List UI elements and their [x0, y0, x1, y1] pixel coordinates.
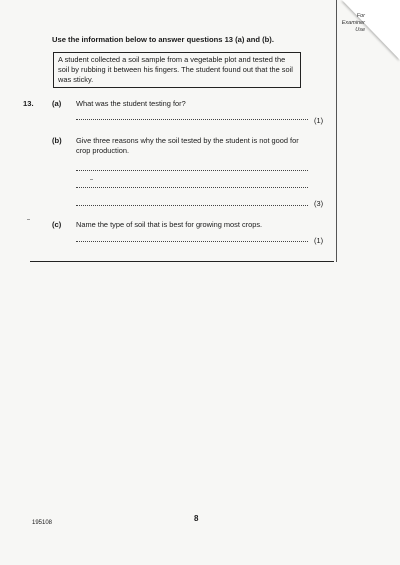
- part-a-question: What was the student testing for?: [76, 99, 186, 108]
- part-b-question: [76, 136, 308, 155]
- end-of-question-rule: [30, 261, 334, 262]
- intro-instruction: Use the information below to answer questions 13 (a) and (b).: [52, 35, 274, 44]
- part-c-label: (c): [52, 220, 62, 229]
- part-c-marks: (1): [314, 236, 324, 245]
- part-b-answer-line-2[interactable]: [76, 186, 308, 188]
- part-b-label: (b): [52, 136, 62, 145]
- examiner-use-text: For Examiner Use: [341, 13, 365, 33]
- part-a-answer-line[interactable]: [76, 118, 308, 120]
- examiner-margin-rule: [336, 0, 337, 262]
- part-c-answer-line[interactable]: [76, 240, 308, 242]
- part-b-marks: (3): [314, 199, 324, 208]
- info-box-text: A student collected a soil sample from a vegetable plot and tested the soil by rubbing it between his fingers. The student found out that the soil was sticky.: [58, 55, 293, 84]
- page-number: 8: [194, 514, 199, 523]
- paper-code: 195108: [32, 520, 53, 526]
- part-c-question: Name the type of soil that is best for growing most crops.: [76, 220, 263, 229]
- part-a-label: (a): [52, 99, 62, 108]
- question-number: 13.: [23, 99, 34, 108]
- part-b-question-text: Give three reasons why the soil tested by the student is not good for crop production.: [76, 136, 299, 155]
- scan-mark: [27, 219, 30, 220]
- examiner-use-label: [339, 13, 365, 34]
- info-box: [53, 52, 301, 88]
- part-a-marks: (1): [314, 116, 324, 125]
- part-b-answer-line-3[interactable]: [76, 204, 308, 206]
- scan-mark: [90, 179, 93, 180]
- part-b-answer-line-1[interactable]: [76, 169, 308, 171]
